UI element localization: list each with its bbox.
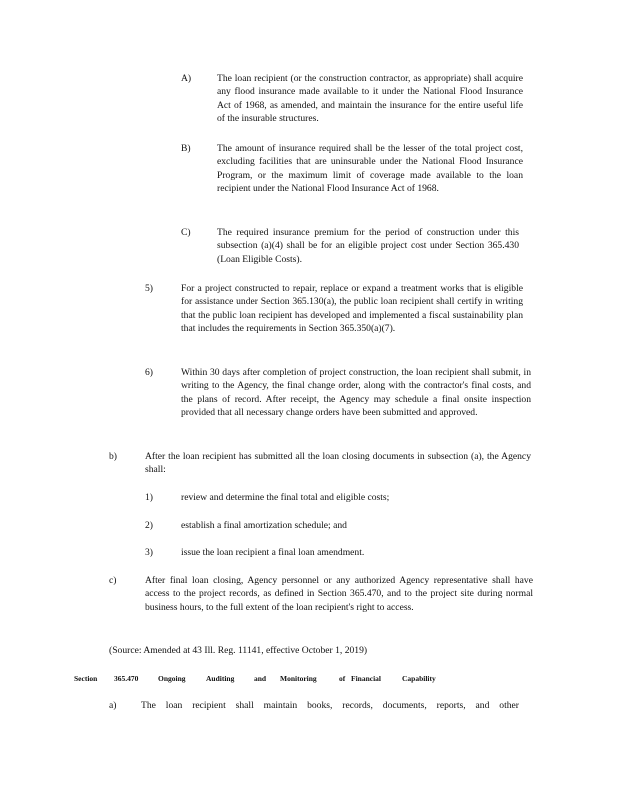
item-label-b-upper: B) <box>181 143 191 154</box>
section-title-word: Capability <box>402 674 436 683</box>
item-text-a-upper: The loan recipient (or the construction contractor, as appropriate) shall acquire any flood insurance made available to it under the National Flood Insurance Act of 1968, as amended, and maintain the insurance for the entire useful life of the insurable structures. <box>217 73 523 125</box>
item-label-a-lower: a) <box>109 700 117 711</box>
section-word: Section <box>74 674 98 683</box>
section-title-word: Ongoing <box>158 674 186 683</box>
section-number: 365.470 <box>114 674 139 683</box>
section-title-word: Monitoring <box>280 674 317 683</box>
item-text-b-lower: After the loan recipient has submitted all the loan closing documents in subsection (a), the Agency shall: <box>145 451 531 476</box>
item-label-5: 5) <box>145 283 153 294</box>
item-label-3: 3) <box>145 547 153 558</box>
section-title-word: Auditing <box>206 674 235 683</box>
item-label-6: 6) <box>145 367 153 378</box>
item-text-6: Within 30 days after completion of project construction, the loan recipient shall submit, in writing to the Agency, the final change order, along with the contractor's final costs, and the plans of record. After receipt, the Agency may schedule a final onsite inspection provided that all necessary change orders have been submitted and approved. <box>181 367 531 419</box>
item-text-c-lower: After final loan closing, Agency personnel or any authorized Agency representative shall have access to the project records, as defined in Section 365.470, and to the project site during normal business hours, to the full extent of the loan recipient's right to access. <box>145 575 533 613</box>
item-label-b-lower: b) <box>109 451 117 462</box>
item-text-a-lower: The loan recipient shall maintain books, records, documents, reports, and other <box>141 700 519 711</box>
item-text-5: For a project constructed to repair, replace or expand a treatment works that is eligible for assistance under Section 365.130(a), the public loan recipient shall certify in writing that the public loan recipient has developed and implemented a fiscal sustainability plan that includes the requirements in Section 365.350(a)(7). <box>181 283 523 335</box>
section-heading <box>0 672 618 686</box>
item-text-c-upper: The required insurance premium for the period of construction under this subsection (a)(4) shall be for an eligible project cost under Section 365.430 (Loan Eligible Costs). <box>217 227 519 265</box>
item-label-2: 2) <box>145 520 153 531</box>
item-label-c-lower: c) <box>109 575 117 586</box>
item-label-c-upper: C) <box>181 227 191 238</box>
item-text-2: establish a final amortization schedule; and <box>181 520 347 531</box>
source-note: (Source: Amended at 43 Ill. Reg. 11141, effective October 1, 2019) <box>109 645 368 656</box>
item-text-1: review and determine the final total and eligible costs; <box>181 492 390 503</box>
item-label-1: 1) <box>145 492 153 503</box>
section-title-word: of <box>339 674 346 683</box>
item-text-3: issue the loan recipient a final loan amendment. <box>181 547 365 558</box>
section-title-word: Financial <box>351 674 382 683</box>
item-text-b-upper: The amount of insurance required shall be the lesser of the total project cost, excluding facilities that are uninsurable under the National Flood Insurance Program, or the maximum limit of coverage made available to the loan recipient under the National Flood Insurance Act of 1968. <box>217 143 523 195</box>
item-label-a-upper: A) <box>181 73 192 84</box>
section-title-word: and <box>254 674 267 683</box>
